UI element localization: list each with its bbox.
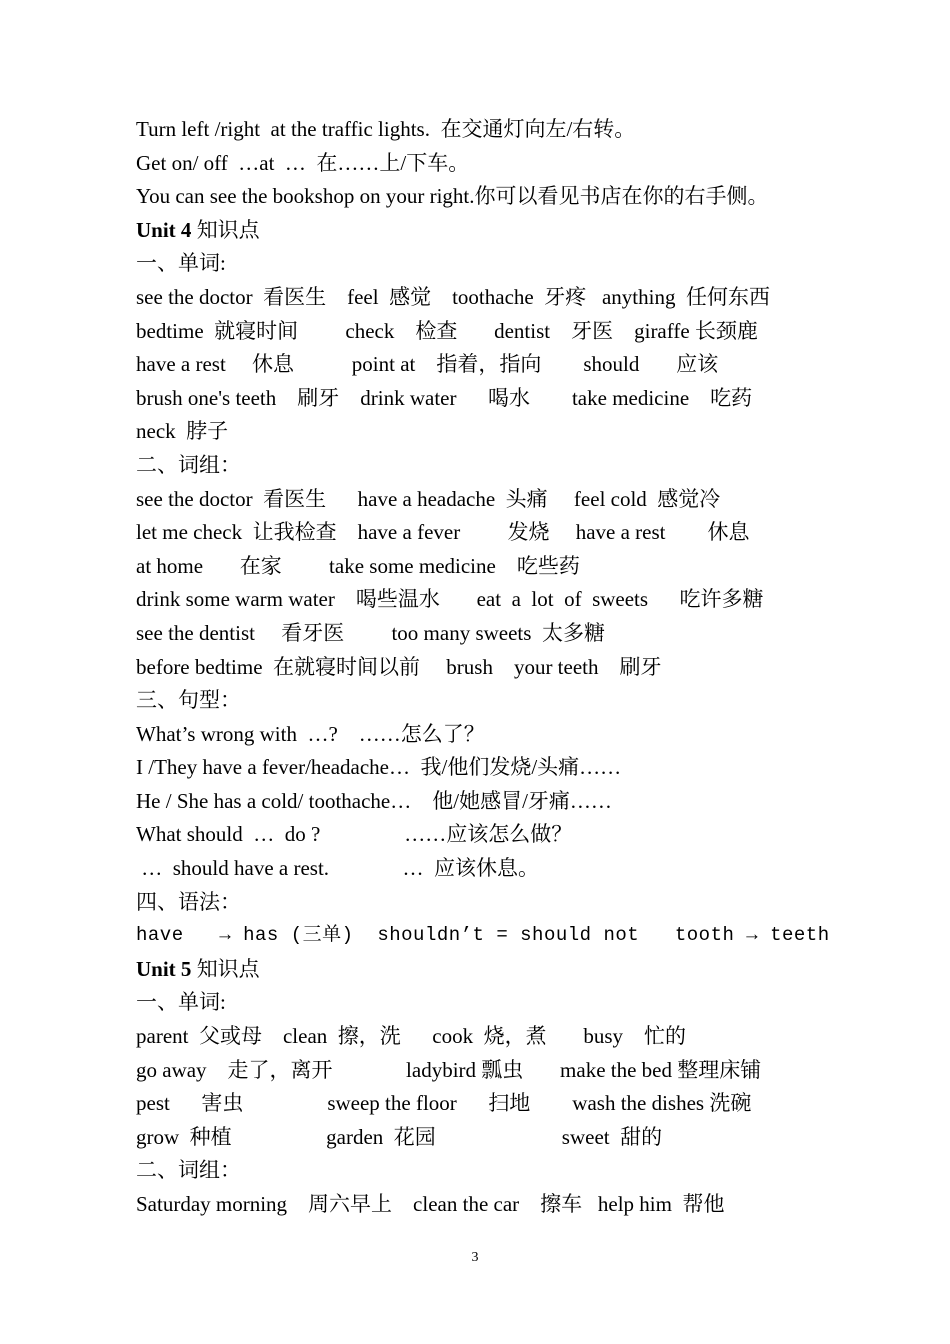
unit-5-heading-text: 知识点 [196, 956, 260, 981]
text-line: What should … do ? ……应该怎么做？ [136, 822, 573, 847]
text-line: What’s wrong with …? ……怎么了？ [136, 721, 485, 746]
section-heading: 一、单词: [136, 251, 226, 276]
section-heading: 二、词组： [136, 1158, 241, 1183]
text-line: see the doctor 看医生 feel 感觉 toothache 牙疼 anything 任何东西 [136, 284, 770, 309]
text-line: Turn left /right at the traffic lights. 在交通灯向左/右转。 [136, 117, 636, 141]
unit-5-label: Unit 5 [136, 956, 192, 981]
text-line: … should have a rest. … 应该休息。 [136, 856, 540, 881]
text-line: Saturday morning 周六早上 clean the car 擦车 help him 帮他 [136, 1192, 725, 1216]
unit-4-heading [136, 214, 836, 248]
text-line: drink some warm water 喝些温水 eat a lot of sweets 吃许多糖 [136, 587, 764, 612]
text-line: see the dentist 看牙医 too many sweets 太多糖 [136, 620, 605, 645]
text-line: grow 种植 garden 花园 sweet 甜的 [136, 1124, 663, 1149]
text-line: You can see the bookshop on your right.你可以看见书店在你的右手侧。 [136, 184, 769, 209]
unit-4-heading-text: 知识点 [196, 217, 260, 242]
text-line: before bedtime 在就寝时间以前 brush your teeth 刷牙 [136, 654, 662, 679]
grammar-line: have → has (三单) shouldn’t = should not tooth → teeth [136, 924, 830, 947]
page-content [136, 113, 836, 1222]
text-line: brush one's teeth 刷牙 drink water 喝水 take medicine 吃药 [136, 385, 753, 410]
text-line: have a rest 休息 point at 指着，指向 should 应该 [136, 352, 719, 377]
text-line: let me check 让我检查 have a fever 发烧 have a rest 休息 [136, 520, 750, 545]
text-line: He / She has a cold/ toothache… 他/她感冒/牙痛…… [136, 788, 612, 813]
text-line: I /They have a fever/headache… 我/他们发烧/头痛…… [136, 755, 622, 780]
section-heading: 二、词组： [136, 452, 241, 477]
unit-4-label: Unit 4 [136, 217, 192, 242]
text-line: go away 走了，离开 ladybird 瓢虫 make the bed 整理床铺 [136, 1057, 762, 1082]
unit-5-heading [136, 953, 836, 987]
text-line: bedtime 就寝时间 check 检查 dentist 牙医 giraffe 长颈鹿 [136, 318, 758, 343]
text-line: parent 父或母 clean 擦，洗 cook 烧，煮 busy 忙的 [136, 1024, 687, 1049]
section-heading: 三、句型： [136, 688, 241, 713]
section-heading: 一、单词: [136, 990, 226, 1015]
text-line: at home 在家 take some medicine 吃些药 [136, 553, 580, 578]
text-line: Get on/ off …at … 在……上/下车。 [136, 150, 470, 175]
text-line: neck 脖子 [136, 419, 229, 444]
text-line: see the doctor 看医生 have a headache 头痛 feel cold 感觉冷 [136, 486, 721, 511]
page-number: 3 [471, 1250, 479, 1265]
section-heading: 四、语法： [136, 889, 241, 914]
text-line: pest 害虫 sweep the floor 扫地 wash the dishes 洗碗 [136, 1091, 752, 1116]
